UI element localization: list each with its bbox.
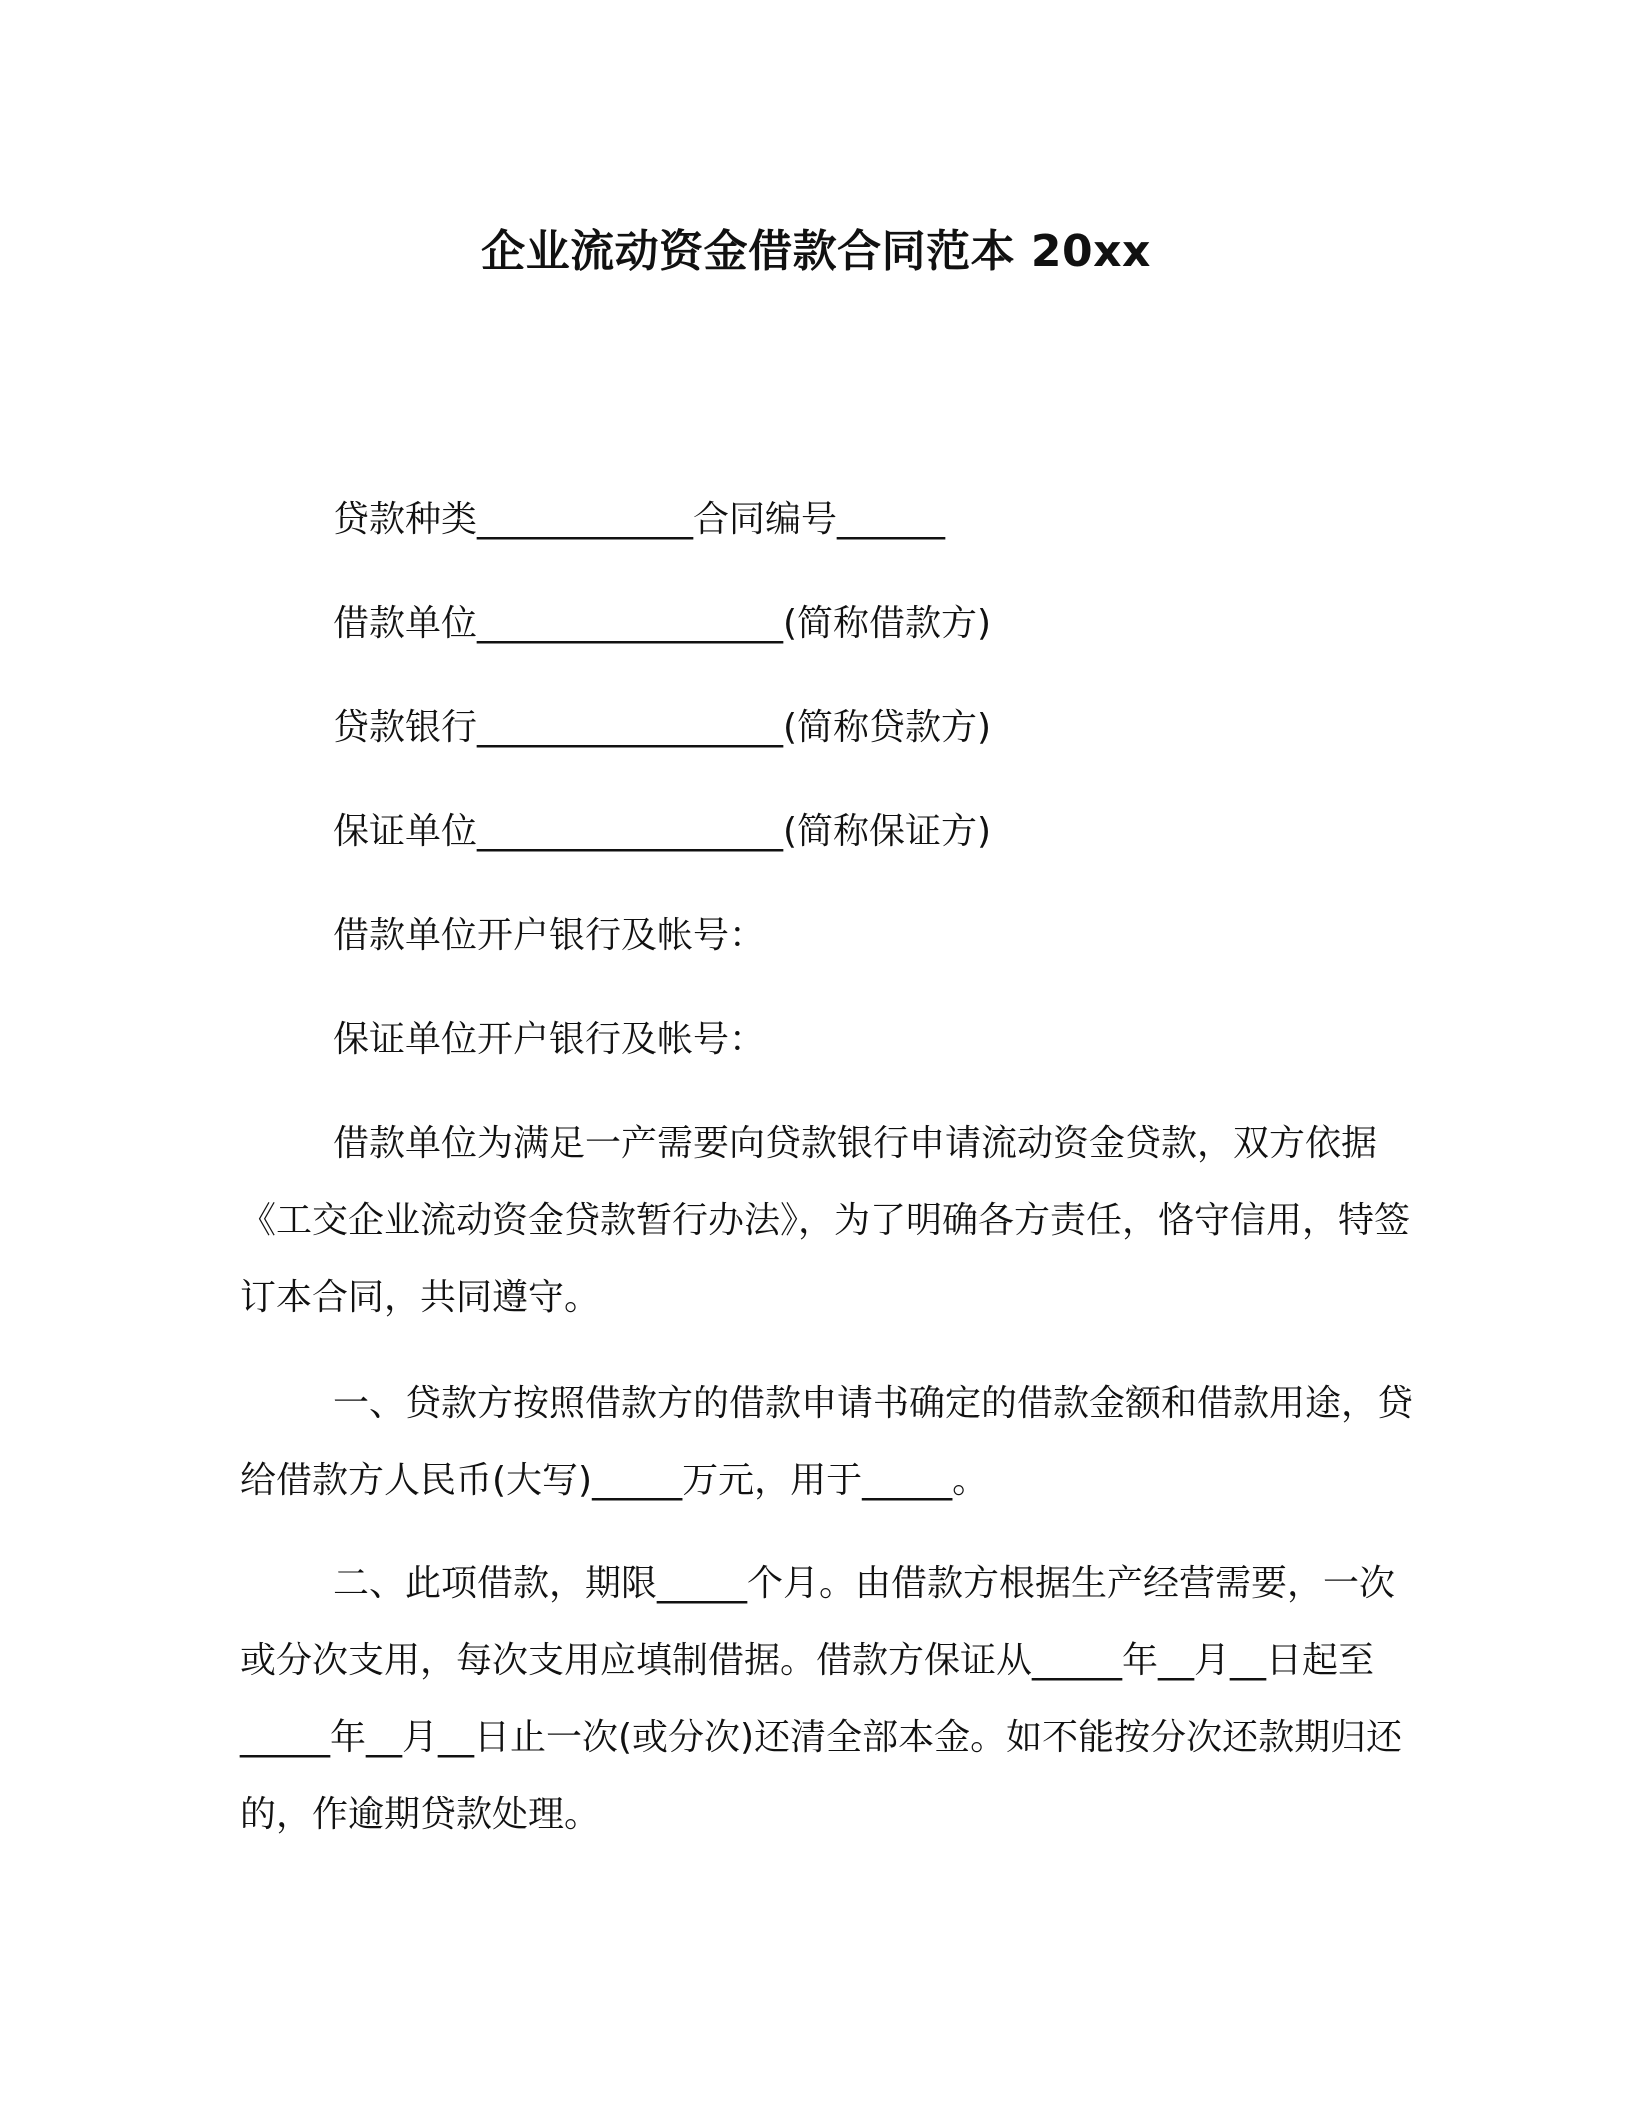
preamble-paragraph: 借款单位为满足一产需要向贷款银行申请流动资金贷款，双方依据《工交企业流动资金贷款暂行办法》，为了明确各方责任，恪守信用，特签订本合同，共同遵守。 — [240, 1123, 1411, 1318]
guarantor-line: 保证单位_________________(简称保证方) — [333, 811, 992, 852]
borrower-line: 借款单位_________________(简称借款方) — [333, 603, 992, 644]
clause-one-paragraph: 一、贷款方按照借款方的借款申请书确定的借款金额和借款用途，贷给借款方人民币(大写)_____万元，用于_____。 — [240, 1383, 1414, 1501]
borrower-bank-account-line: 借款单位开户银行及帐号： — [333, 915, 766, 956]
loan-type-contract-number-line: 贷款种类____________合同编号______ — [333, 499, 946, 540]
clause-two-paragraph: 二、此项借款，期限_____个月。由借款方根据生产经营需要，一次或分次支用，每次支用应填制借据。借款方保证从_____年__月__日起至_____年__月__日止一次(或分次)还清全部本金。如不能按分次还款期归还的，作逾期贷款处理。 — [240, 1563, 1403, 1835]
document-title: 企业流动资金借款合同范本 20xx — [481, 226, 1151, 277]
lending-bank-line: 贷款银行_________________(简称贷款方) — [333, 707, 992, 748]
guarantor-bank-account-line: 保证单位开户银行及帐号： — [333, 1019, 766, 1060]
